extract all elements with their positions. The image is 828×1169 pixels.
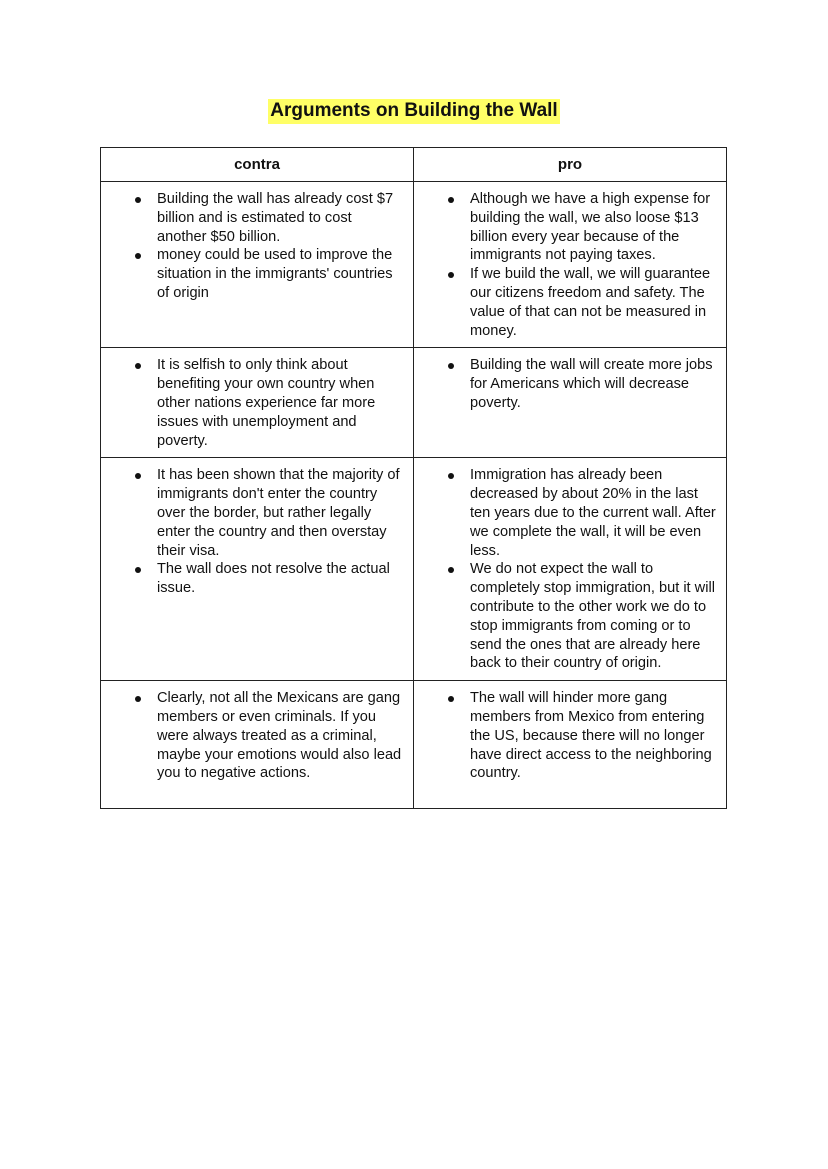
table-row <box>101 182 727 348</box>
list-item: We do not expect the wall to completely stop immigration, but it will contribute to the other work we do to stop immigrants from coming or to send the ones that are already here back to their country of origin. <box>470 560 718 673</box>
list-item: Immigration has already been decreased by about 20% in the last ten years due to the current wall. After we complete the wall, it will be even less. <box>470 466 718 560</box>
list-item: Although we have a high expense for building the wall, we also loose $13 billion every year because of the immigrants not paying taxes. <box>470 190 718 265</box>
list-item: The wall will hinder more gang members from Mexico from entering the US, because there will no longer have direct access to the neighboring country. <box>470 689 718 783</box>
list-item: The wall does not resolve the actual issue. <box>157 560 405 598</box>
pro-bullet-list <box>422 466 718 673</box>
page-title: Arguments on Building the Wall <box>268 99 559 124</box>
contra-bullet-list <box>109 190 405 303</box>
list-item: money could be used to improve the situation in the immigrants' countries of origin <box>157 246 405 302</box>
pro-cell <box>414 681 727 809</box>
table-header-row <box>101 148 727 182</box>
contra-cell <box>101 182 414 348</box>
title-container <box>0 99 828 124</box>
table-row <box>101 681 727 809</box>
list-item: Building the wall has already cost $7 billion and is estimated to cost another $50 billion. <box>157 190 405 246</box>
list-item: If we build the wall, we will guarantee our citizens freedom and safety. The value of that can not be measured in money. <box>470 265 718 340</box>
list-item: It has been shown that the majority of immigrants don't enter the country over the border, but rather legally enter the country and then overstay their visa. <box>157 466 405 560</box>
pro-cell <box>414 182 727 348</box>
table-row <box>101 348 727 458</box>
pro-bullet-list <box>422 689 718 783</box>
contra-cell <box>101 458 414 681</box>
pro-column-header: pro <box>414 148 727 182</box>
contra-bullet-list <box>109 689 405 783</box>
arguments-table <box>100 147 727 809</box>
list-item: Clearly, not all the Mexicans are gang members or even criminals. If you were always treated as a criminal, maybe your emotions would also lead you to negative actions. <box>157 689 405 783</box>
contra-cell <box>101 681 414 809</box>
contra-bullet-list <box>109 466 405 598</box>
list-item: It is selfish to only think about benefiting your own country when other nations experience far more issues with unemployment and poverty. <box>157 356 405 450</box>
pro-cell <box>414 348 727 458</box>
pro-cell <box>414 458 727 681</box>
table-row <box>101 458 727 681</box>
list-item: Building the wall will create more jobs for Americans which will decrease poverty. <box>470 356 718 412</box>
contra-bullet-list <box>109 356 405 450</box>
pro-bullet-list <box>422 190 718 340</box>
pro-bullet-list <box>422 356 718 412</box>
contra-cell <box>101 348 414 458</box>
contra-column-header: contra <box>101 148 414 182</box>
